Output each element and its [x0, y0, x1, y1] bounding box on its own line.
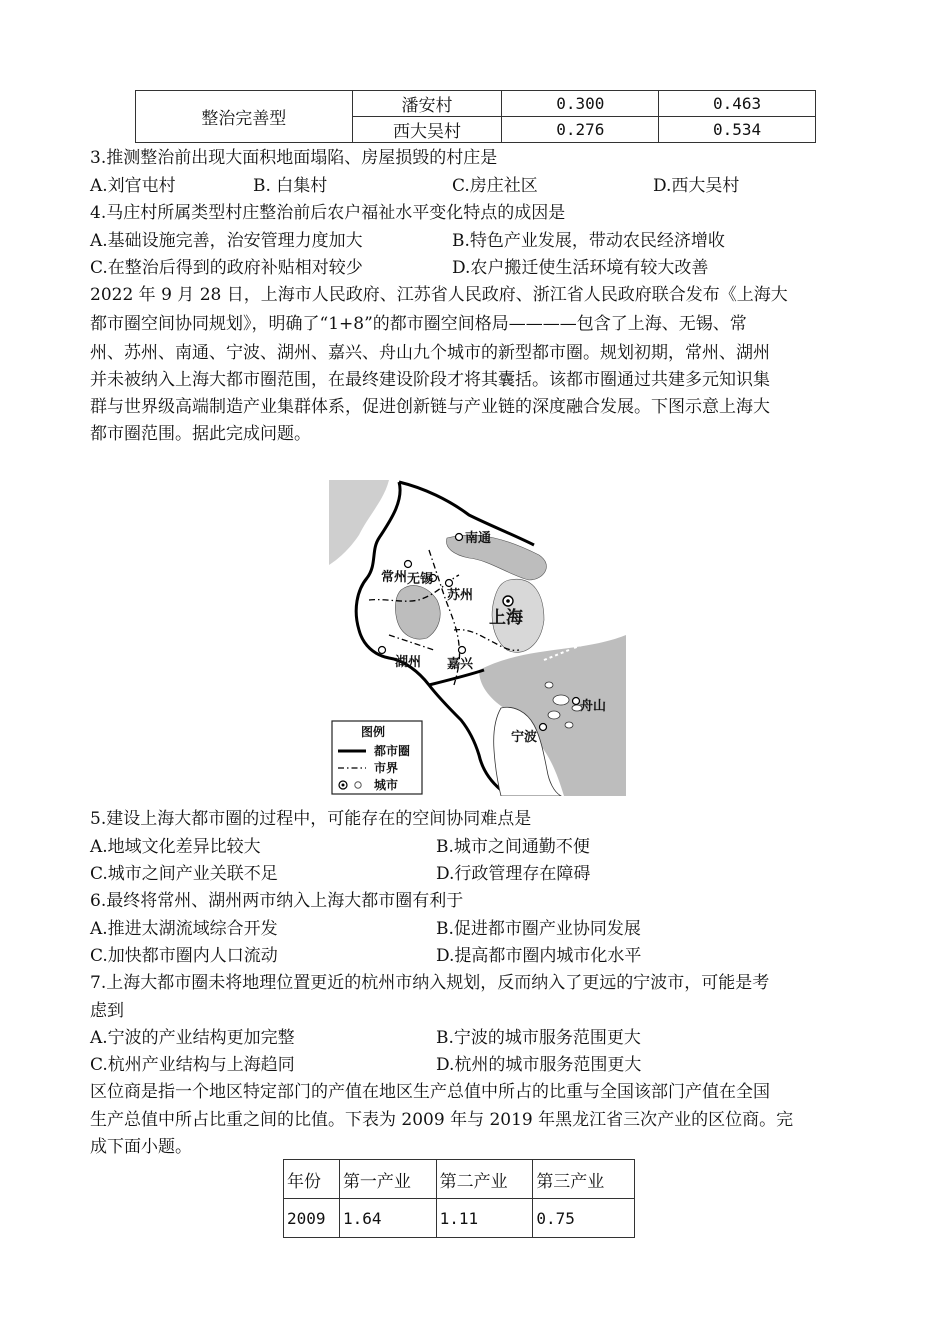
q3-option-b: B. 白集村	[253, 176, 328, 196]
nantong-marker	[456, 534, 463, 541]
header-primary: 第一产业	[339, 1160, 436, 1199]
legend-city: 城市	[374, 778, 399, 792]
village-type-cell: 整治完善型	[136, 91, 353, 143]
q4-option-c: C.在整治后得到的政府补贴相对较少	[90, 258, 363, 278]
question-4-stem: 4.马庄村所属类型村庄整治前后农户福祉水平变化特点的成因是	[90, 203, 566, 223]
passage1-line: 群与世界级高端制造产业集群体系，促进创新链与产业链的深度融合发展。下图示意上海大	[90, 397, 770, 417]
shanghai-metro-map	[329, 480, 626, 796]
map-label-wuxi: 无锡	[407, 572, 434, 587]
changzhou-marker	[405, 561, 412, 568]
welfare-after-cell: 0.534	[659, 117, 816, 143]
q4-option-a: A.基础设施完善，治安管理力度加大	[90, 231, 363, 251]
cell-tertiary: 0.75	[533, 1199, 635, 1238]
cell-secondary: 1.11	[436, 1199, 533, 1238]
map-label-shanghai: 上海	[489, 608, 523, 628]
header-year: 年份	[284, 1160, 340, 1199]
q5-option-b: B.城市之间通勤不便	[436, 837, 590, 857]
legend-title: 图例	[361, 725, 386, 739]
question-6-stem: 6.最终将常州、湖州两市纳入上海大都市圈有利于	[90, 891, 464, 911]
table-row	[136, 91, 816, 117]
passage2-line: 区位商是指一个地区特定部门的产值在地区生产总值中所占的比重与全国该部门产值在全国	[90, 1082, 770, 1102]
q3-option-d: D.西大吴村	[653, 176, 740, 196]
table-row	[284, 1199, 635, 1238]
q6-option-c: C.加快都市圈内人口流动	[90, 946, 278, 966]
map-label-nantong: 南通	[465, 531, 492, 546]
zhoushan-marker	[573, 698, 580, 705]
q7-option-a: A.宁波的产业结构更加完整	[90, 1028, 295, 1048]
q4-option-d: D.农户搬迁使生活环境有较大改善	[452, 258, 709, 278]
welfare-after-cell: 0.463	[659, 91, 816, 117]
q6-option-d: D.提高都市圈内城市化水平	[436, 946, 642, 966]
q6-option-b: B.促进都市圈产业协同发展	[436, 919, 641, 939]
map-label-jiaxing: 嘉兴	[447, 657, 474, 672]
header-secondary: 第二产业	[436, 1160, 533, 1199]
map-label-changzhou: 常州	[381, 570, 408, 585]
passage1-line: 都市圈范围。据此完成问题。	[90, 424, 311, 444]
passage2-line: 成下面小题。	[90, 1137, 192, 1157]
q7-option-d: D.杭州的城市服务范围更大	[436, 1055, 642, 1075]
village-welfare-table	[135, 90, 816, 143]
map-label-ningbo: 宁波	[511, 730, 538, 745]
passage1-line: 2022 年 9 月 28 日，上海市人民政府、江苏省人民政府、浙江省人民政府联合发布《上海大	[90, 285, 788, 305]
jiaxing-marker	[459, 647, 466, 654]
map-label-zhoushan: 舟山	[580, 699, 607, 714]
passage2-line: 生产总值中所占比重之间的比值。下表为 2009 年与 2019 年黑龙江省三次产业的区位商。完	[90, 1110, 794, 1130]
legend-border: 市界	[374, 761, 399, 775]
huzhou-marker	[379, 647, 386, 654]
q3-option-a: A.刘官屯村	[90, 176, 176, 196]
q6-option-a: A.推进太湖流域综合开发	[90, 919, 278, 939]
question-7-stem-cont: 虑到	[90, 1001, 124, 1021]
location-quotient-table	[283, 1159, 635, 1238]
q5-option-d: D.行政管理存在障碍	[436, 864, 591, 884]
q5-option-c: C.城市之间产业关联不足	[90, 864, 278, 884]
passage1-line: 都市圈空间协同规划》，明确了“1+8”的都市圈空间格局————包含了上海、无锡、常	[90, 314, 747, 334]
welfare-before-cell: 0.276	[502, 117, 659, 143]
suzhou-marker	[446, 580, 453, 587]
q4-option-b: B.特色产业发展，带动农民经济增收	[452, 231, 725, 251]
welfare-before-cell: 0.300	[502, 91, 659, 117]
legend-metro: 都市圈	[374, 744, 411, 758]
q3-option-c: C.房庄社区	[452, 176, 538, 196]
table-header-row	[284, 1160, 635, 1199]
cell-year: 2009	[284, 1199, 340, 1238]
q5-option-a: A.地域文化差异比较大	[90, 837, 261, 857]
ningbo-marker	[540, 724, 547, 731]
q7-option-b: B.宁波的城市服务范围更大	[436, 1028, 641, 1048]
map-label-huzhou: 湖州	[395, 655, 422, 670]
passage1-line: 并未被纳入上海大都市圈范围，在最终建设阶段才将其囊括。该都市圈通过共建多元知识集	[90, 370, 770, 390]
village-name-cell: 潘安村	[352, 91, 502, 117]
question-5-stem: 5.建设上海大都市圈的过程中，可能存在的空间协同难点是	[90, 809, 532, 829]
map-label-suzhou: 苏州	[447, 588, 474, 603]
question-3-stem: 3.推测整治前出现大面积地面塌陷、房屋损毁的村庄是	[90, 148, 498, 168]
q7-option-c: C.杭州产业结构与上海趋同	[90, 1055, 295, 1075]
cell-primary: 1.64	[339, 1199, 436, 1238]
passage1-line: 州、苏州、南通、宁波、湖州、嘉兴、舟山九个城市的新型都市圈。规划初期，常州、湖州	[90, 343, 770, 363]
header-tertiary: 第三产业	[533, 1160, 635, 1199]
village-name-cell: 西大吴村	[352, 117, 502, 143]
question-7-stem: 7.上海大都市圈未将地理位置更近的杭州市纳入规划，反而纳入了更远的宁波市，可能是考	[90, 973, 770, 993]
